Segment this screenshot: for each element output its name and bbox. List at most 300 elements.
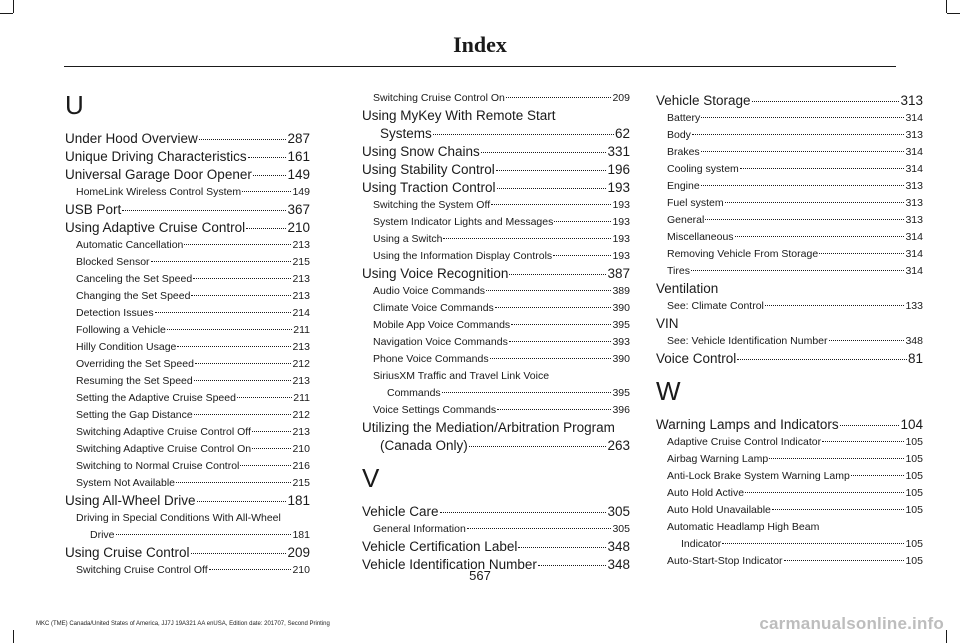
entry-page-number: 211 (293, 392, 310, 404)
entry-continuation (362, 437, 630, 455)
entry-page-number: 161 (287, 149, 310, 164)
entry-page-number: 313 (905, 180, 923, 192)
index-subentry[interactable] (362, 214, 630, 231)
index-subentry[interactable] (362, 300, 630, 317)
entry-page-number: 215 (292, 477, 310, 489)
entry-page-number: 193 (612, 216, 630, 228)
entry-page-number: 213 (292, 273, 310, 285)
index-entry[interactable] (362, 538, 630, 556)
entry-label: Utilizing the Mediation/Arbitration Program (362, 420, 615, 435)
dot-leader (167, 329, 292, 330)
dot-leader (240, 465, 291, 466)
entry-page-number: 213 (292, 426, 310, 438)
index-entry[interactable] (656, 350, 923, 368)
dot-leader (840, 425, 900, 426)
entry-page-number: 104 (900, 417, 923, 432)
dot-leader (511, 324, 611, 325)
entry-page-number: 389 (612, 285, 630, 297)
entry-label-continued: Drive (90, 529, 115, 541)
entry-label: Using Snow Chains (362, 144, 480, 159)
entry-page-number: 393 (612, 336, 630, 348)
entry-label: Using Cruise Control (65, 545, 190, 560)
entry-page-number: 209 (612, 92, 630, 104)
entry-label: Switching Adaptive Cruise Control On (76, 443, 252, 455)
entry-page-number: 213 (292, 290, 310, 302)
entry-page-number: 214 (292, 307, 310, 319)
entry-label: Unique Driving Characteristics (65, 149, 247, 164)
index-subentry[interactable] (362, 521, 630, 538)
dot-leader (433, 134, 614, 135)
entry-label: Miscellaneous (667, 231, 734, 243)
entry-label: Airbag Warning Lamp (667, 453, 769, 465)
entry-label: Using Stability Control (362, 162, 495, 177)
entry-label: Warning Lamps and Indicators (656, 417, 839, 432)
dot-leader (481, 152, 607, 153)
entry-page-number: 105 (905, 470, 923, 482)
entry-page-number: 387 (607, 266, 630, 281)
entry-page-number: 149 (287, 167, 310, 182)
entry-page-number: 210 (292, 564, 310, 576)
dot-leader (772, 509, 905, 510)
dot-leader (509, 274, 606, 275)
index-column-1 (65, 90, 310, 579)
entry-label: Ventilation (656, 281, 719, 296)
dot-leader (116, 534, 292, 535)
dot-leader (242, 191, 291, 192)
entry-label: System Not Available (76, 477, 176, 489)
index-entry[interactable] (65, 510, 310, 544)
entry-page-number: 331 (607, 144, 630, 159)
entry-label-continued: Commands (387, 387, 441, 399)
index-entry[interactable] (656, 519, 923, 553)
dot-leader (440, 512, 607, 513)
index-subentry[interactable] (362, 248, 630, 265)
index-entry[interactable] (656, 280, 923, 298)
dot-leader (496, 170, 607, 171)
entry-label: Voice Control (656, 351, 737, 366)
entry-label: Using a Switch (373, 233, 443, 245)
entry-label: Switching to Normal Cruise Control (76, 460, 240, 472)
dot-leader (822, 441, 904, 442)
entry-page-number: 313 (905, 197, 923, 209)
index-subentry[interactable] (656, 485, 923, 502)
entry-label: Using the Information Display Controls (373, 250, 553, 262)
dot-leader (491, 204, 611, 205)
entry-label: Under Hood Overview (65, 131, 198, 146)
entry-page-number: 105 (905, 453, 923, 465)
entry-page-number: 212 (292, 358, 310, 370)
entry-page-number: 395 (612, 387, 630, 399)
dot-leader (701, 117, 904, 118)
entry-label: Setting the Adaptive Cruise Speed (76, 392, 236, 404)
entry-page-number: 105 (905, 487, 923, 499)
section-letter: U (65, 90, 84, 120)
index-entry[interactable] (362, 368, 630, 402)
entry-label-continued: Indicator (681, 538, 722, 550)
dot-leader (509, 341, 612, 342)
entry-label: Setting the Gap Distance (76, 409, 193, 421)
page-number: 567 (469, 568, 491, 583)
dot-leader (467, 528, 612, 529)
index-subentry[interactable] (656, 451, 923, 468)
index-subentry[interactable] (65, 288, 310, 305)
entry-label: Overriding the Set Speed (76, 358, 194, 370)
index-subentry[interactable] (656, 161, 923, 178)
index-subentry[interactable] (65, 305, 310, 322)
footer-edition-text: MKC (TME) Canada/United States of America, JJ7J 19A321 AA enUSA, Edition date: 201707, Second Printing (36, 621, 330, 627)
page-title: Index (453, 32, 507, 57)
dot-leader (122, 210, 286, 211)
entry-page-number: 216 (292, 460, 310, 472)
index-subentry[interactable] (65, 237, 310, 254)
entry-label: Automatic Headlamp High Beam (667, 521, 820, 533)
index-subentry[interactable] (362, 317, 630, 334)
entry-label: Using Traction Control (362, 180, 496, 195)
dot-leader (248, 157, 287, 158)
entry-label: Phone Voice Commands (373, 353, 489, 365)
entry-label-continued: (Canada Only) (380, 438, 468, 453)
entry-page-number: 133 (905, 300, 923, 312)
crop-mark-bottom-right (946, 630, 947, 643)
entry-page-number: 305 (607, 504, 630, 519)
dot-leader (443, 238, 611, 239)
entry-label: Changing the Set Speed (76, 290, 191, 302)
index-subentry[interactable] (362, 231, 630, 248)
entry-page-number: 213 (292, 239, 310, 251)
entry-page-number: 215 (292, 256, 310, 268)
dot-leader (246, 228, 286, 229)
dot-leader (497, 188, 607, 189)
dot-leader (191, 553, 287, 554)
entry-page-number: 149 (292, 186, 310, 198)
index-entry[interactable] (362, 107, 630, 143)
entry-page-number: 105 (905, 436, 923, 448)
entry-page-number: 193 (612, 233, 630, 245)
index-subentry[interactable] (362, 283, 630, 300)
entry-page-number: 313 (905, 214, 923, 226)
dot-leader (819, 253, 904, 254)
entry-page-number: 105 (905, 555, 923, 567)
index-entry[interactable] (362, 419, 630, 455)
crop-mark-top-right-h (947, 13, 960, 14)
entry-page-number: 314 (905, 146, 923, 158)
index-subentry[interactable] (656, 434, 923, 451)
entry-page-number: 81 (907, 351, 923, 366)
entry-page-number: 181 (287, 493, 310, 508)
entry-label: Using Adaptive Cruise Control (65, 220, 246, 235)
index-subentry[interactable] (656, 195, 923, 212)
dot-leader (194, 414, 292, 415)
dot-leader (745, 492, 904, 493)
entry-label: Auto Hold Unavailable (667, 504, 771, 516)
entry-label: VIN (656, 316, 679, 331)
dot-leader (538, 565, 607, 566)
entry-page-number: 181 (292, 529, 310, 541)
index-entry[interactable] (362, 503, 630, 521)
dot-leader (725, 202, 905, 203)
index-subentry[interactable] (656, 333, 923, 350)
entry-continuation (362, 125, 630, 143)
dot-leader (193, 278, 291, 279)
dot-leader (692, 134, 905, 135)
index-entry[interactable] (65, 492, 310, 510)
index-entry[interactable] (362, 143, 630, 161)
entry-label: Switching Adaptive Cruise Control Off (76, 426, 251, 438)
index-entry[interactable] (65, 148, 310, 166)
entry-label: Anti-Lock Brake System Warning Lamp (667, 470, 850, 482)
entry-label: Body (667, 129, 691, 141)
entry-page-number: 314 (905, 231, 923, 243)
index-subentry[interactable] (65, 458, 310, 475)
dot-leader (199, 139, 287, 140)
entry-label: Audio Voice Commands (373, 285, 486, 297)
dot-leader (194, 380, 292, 381)
entry-page-number: 105 (905, 504, 923, 516)
index-subentry[interactable] (362, 402, 630, 419)
index-subentry[interactable] (362, 351, 630, 368)
entry-label: Using All-Wheel Drive (65, 493, 196, 508)
dot-leader (490, 358, 612, 359)
dot-leader (195, 363, 292, 364)
dot-leader (701, 185, 905, 186)
entry-page-number: 62 (614, 126, 630, 141)
index-column-3 (656, 92, 923, 570)
entry-page-number: 314 (905, 112, 923, 124)
entry-continuation (76, 527, 310, 544)
entry-label: Detection Issues (76, 307, 154, 319)
dot-leader (442, 392, 612, 393)
index-entry[interactable] (65, 166, 310, 184)
entry-page-number: 390 (612, 353, 630, 365)
dot-leader (735, 236, 905, 237)
index-subentry[interactable] (656, 144, 923, 161)
index-entry[interactable] (656, 315, 923, 333)
index-subentry[interactable] (656, 298, 923, 315)
entry-label: Using MyKey With Remote Start (362, 108, 556, 123)
index-subentry[interactable] (656, 468, 923, 485)
dot-leader (469, 446, 607, 447)
entry-label: Canceling the Set Speed (76, 273, 193, 285)
dot-leader (554, 221, 611, 222)
dot-leader (740, 168, 905, 169)
crop-mark-top-right (946, 0, 947, 13)
index-subentry[interactable] (656, 229, 923, 246)
dot-leader (497, 409, 611, 410)
header-rule (64, 66, 896, 67)
index-subentry[interactable] (362, 334, 630, 351)
entry-label: Hilly Condition Usage (76, 341, 177, 353)
index-subentry[interactable] (656, 246, 923, 263)
dot-leader (701, 151, 905, 152)
entry-page-number: 210 (287, 220, 310, 235)
entry-label: SiriusXM Traffic and Travel Link Voice (373, 370, 550, 382)
entry-label: Automatic Cancellation (76, 239, 184, 251)
index-subentry[interactable] (656, 127, 923, 144)
section-letter: V (362, 463, 380, 493)
dot-leader (784, 560, 905, 561)
entry-label: Switching the System Off (373, 199, 491, 211)
entry-label: Switching Cruise Control Off (76, 564, 208, 576)
entry-label: Blocked Sensor (76, 256, 150, 268)
entry-page-number: 209 (287, 545, 310, 560)
entry-label: Universal Garage Door Opener (65, 167, 252, 182)
entry-label: Resuming the Set Speed (76, 375, 193, 387)
section-letter: W (656, 376, 681, 406)
entry-label-continued: Systems (380, 126, 432, 141)
entry-page-number: 305 (612, 523, 630, 535)
entry-page-number: 348 (905, 335, 923, 347)
index-subentry[interactable] (65, 373, 310, 390)
entry-label: Fuel system (667, 197, 724, 209)
entry-continuation (667, 536, 923, 553)
entry-continuation (373, 385, 630, 402)
entry-label: Voice Settings Commands (373, 404, 497, 416)
entry-label: General Information (373, 523, 466, 535)
entry-page-number: 348 (607, 539, 630, 554)
entry-label: Climate Voice Commands (373, 302, 494, 314)
entry-page-number: 348 (607, 557, 630, 572)
index-entry[interactable] (362, 161, 630, 179)
index-subentry[interactable] (65, 475, 310, 492)
entry-page-number: 196 (607, 162, 630, 177)
entry-page-number: 193 (612, 250, 630, 262)
dot-leader (851, 475, 905, 476)
entry-page-number: 314 (905, 163, 923, 175)
index-entry[interactable] (656, 416, 923, 434)
entry-label: Adaptive Cruise Control Indicator (667, 436, 822, 448)
entry-label: Vehicle Certification Label (362, 539, 518, 554)
entry-label: See: Vehicle Identification Number (667, 335, 828, 347)
entry-page-number: 213 (292, 375, 310, 387)
index-subentry[interactable] (65, 390, 310, 407)
crop-mark-top-left-h (0, 13, 13, 14)
dot-leader (197, 501, 287, 502)
dot-leader (769, 458, 904, 459)
index-subentry[interactable] (65, 254, 310, 271)
entry-label: Driving in Special Conditions With All-Wheel (76, 512, 281, 524)
dot-leader (151, 261, 292, 262)
entry-label: Engine (667, 180, 700, 192)
dot-leader (495, 307, 612, 308)
entry-label: Vehicle Storage (656, 93, 751, 108)
dot-leader (253, 175, 287, 176)
index-entry[interactable] (65, 219, 310, 237)
entry-label: Navigation Voice Commands (373, 336, 508, 348)
entry-label: Auto-Start-Stop Indicator (667, 555, 783, 567)
index-subentry[interactable] (65, 356, 310, 373)
index-subentry[interactable] (656, 110, 923, 127)
dot-leader (705, 219, 904, 220)
entry-label: Tires (667, 265, 690, 277)
index-subentry[interactable] (65, 407, 310, 424)
dot-leader (191, 295, 291, 296)
entry-page-number: 105 (905, 538, 923, 550)
entry-label: Battery (667, 112, 701, 124)
dot-leader (155, 312, 292, 313)
index-entry[interactable] (362, 265, 630, 283)
index-subentry[interactable] (65, 424, 310, 441)
entry-page-number: 314 (905, 248, 923, 260)
entry-page-number: 390 (612, 302, 630, 314)
entry-page-number: 210 (292, 443, 310, 455)
entry-page-number: 193 (607, 180, 630, 195)
entry-page-number: 213 (292, 341, 310, 353)
index-subentry[interactable] (65, 339, 310, 356)
entry-label: Removing Vehicle From Storage (667, 248, 819, 260)
dot-leader (177, 346, 291, 347)
entry-label: Vehicle Care (362, 504, 439, 519)
dot-leader (553, 255, 611, 256)
entry-label: General (667, 214, 705, 226)
dot-leader (176, 482, 291, 483)
index-subentry[interactable] (656, 263, 923, 280)
entry-page-number: 211 (293, 324, 310, 336)
dot-leader (737, 359, 907, 360)
entry-label: Brakes (667, 146, 700, 158)
entry-page-number: 313 (900, 93, 923, 108)
index-entry[interactable] (362, 179, 630, 197)
dot-leader (518, 547, 606, 548)
entry-label: System Indicator Lights and Messages (373, 216, 554, 228)
index-subentry[interactable] (362, 197, 630, 214)
dot-leader (237, 397, 292, 398)
entry-label: Using Voice Recognition (362, 266, 509, 281)
entry-page-number: 395 (612, 319, 630, 331)
index-subentry[interactable] (65, 441, 310, 458)
dot-leader (184, 244, 291, 245)
entry-page-number: 314 (905, 265, 923, 277)
watermark: carmanualsonline.info (759, 614, 944, 633)
dot-leader (252, 448, 291, 449)
index-entry[interactable] (656, 92, 923, 110)
entry-label: Cooling system (667, 163, 739, 175)
entry-label: See: Climate Control (667, 300, 764, 312)
entry-label: HomeLink Wireless Control System (76, 186, 242, 198)
index-subentry[interactable] (656, 502, 923, 519)
entry-page-number: 263 (607, 438, 630, 453)
index-column-2 (362, 90, 630, 574)
dot-leader (752, 101, 900, 102)
crop-mark-top-left (13, 0, 14, 13)
index-entry[interactable] (65, 201, 310, 219)
entry-label: Switching Cruise Control On (373, 92, 505, 104)
entry-page-number: 396 (612, 404, 630, 416)
entry-page-number: 193 (612, 199, 630, 211)
entry-label: Following a Vehicle (76, 324, 166, 336)
entry-label: Auto Hold Active (667, 487, 745, 499)
dot-leader (506, 97, 612, 98)
dot-leader (252, 431, 292, 432)
dot-leader (829, 340, 905, 341)
index-subentry[interactable] (656, 178, 923, 195)
crop-mark-bottom-left (13, 630, 14, 643)
index-entry[interactable] (65, 544, 310, 562)
index-subentry[interactable] (65, 184, 310, 201)
index-subentry[interactable] (65, 322, 310, 339)
index-subentry[interactable] (65, 271, 310, 288)
entry-page-number: 313 (905, 129, 923, 141)
entry-page-number: 367 (287, 202, 310, 217)
entry-label: USB Port (65, 202, 122, 217)
dot-leader (765, 305, 905, 306)
index-subentry[interactable] (656, 212, 923, 229)
index-entry[interactable] (65, 130, 310, 148)
dot-leader (722, 543, 904, 544)
entry-page-number: 212 (292, 409, 310, 421)
entry-label: Mobile App Voice Commands (373, 319, 511, 331)
dot-leader (486, 290, 611, 291)
index-subentry[interactable] (362, 90, 630, 107)
